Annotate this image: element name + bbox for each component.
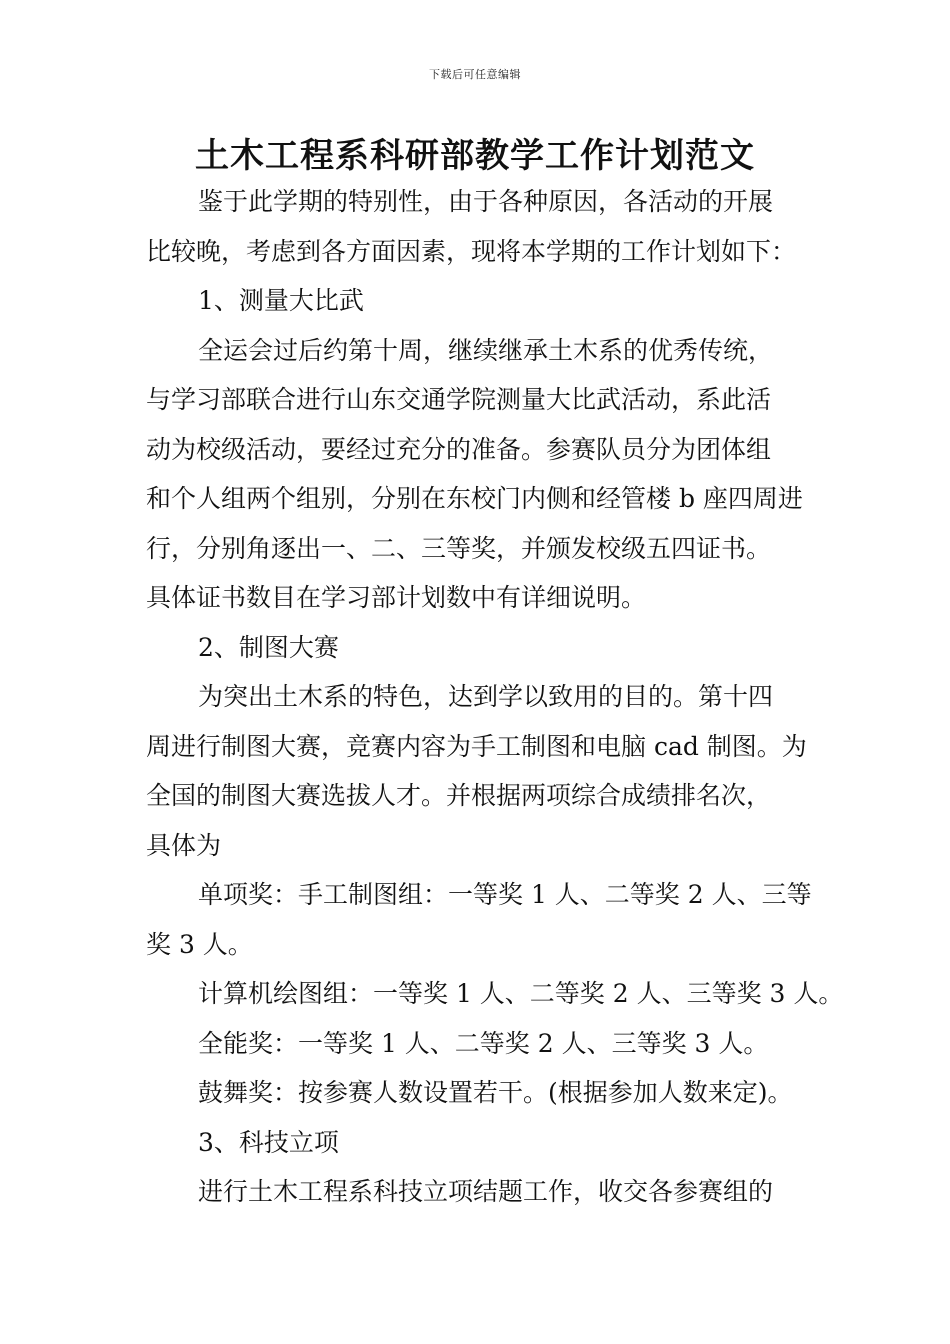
body-line: 全运会过后约第十周，继续继承土木系的优秀传统， [198,335,774,365]
body-line: 进行土木工程系科技立项结题工作，收交各参赛组的 [198,1177,774,1206]
body-line: 全国的制图大赛选拔人才。并根据两项综合成绩排名次， [146,781,772,810]
body-line: 鉴于此学期的特别性，由于各种原因，各活动的开展 [198,187,774,216]
section-heading: 1、测量大比武 [198,286,364,315]
body-line: 鼓舞奖：按参赛人数设置若干。(根据参加人数来定)。 [198,1078,793,1107]
body-line: 与学习部联合进行山东交通学院测量大比武活动，系此活 [146,385,772,414]
body-line: 计算机绘图组：一等奖 1 人、二等奖 2 人、三等奖 3 人。 [198,979,844,1008]
body-line: 全能奖：一等奖 1 人、二等奖 2 人、三等奖 3 人。 [198,1028,769,1058]
header-note: 下载后可任意编辑 [429,68,521,81]
document-title: 土木工程系科研部教学工作计划范文 [195,136,755,176]
body-line: 单项奖：手工制图组：一等奖 1 人、二等奖 2 人、三等 [198,880,812,909]
body-line: 具体为 [146,830,222,860]
section-heading: 2、制图大赛 [198,632,339,662]
body-line: 和个人组两个组别，分别在东校门内侧和经管楼 b 座四周进 [146,484,803,513]
body-line: 为突出土木系的特色，达到学以致用的目的。第十四 [198,682,774,711]
body-line: 动为校级活动，要经过充分的准备。参赛队员分为团体组 [146,434,772,464]
body-line: 周进行制图大赛，竞赛内容为手工制图和电脑 cad 制图。为 [146,731,807,761]
body-line: 比较晚，考虑到各方面因素，现将本学期的工作计划如下： [146,236,797,266]
body-line: 行，分别角逐出一、二、三等奖，并颁发校级五四证书。 [146,533,772,563]
body-line: 具体证书数目在学习部计划数中有详细说明。 [146,583,647,612]
document-body [146,177,844,1217]
section-heading: 3、科技立项 [198,1127,339,1157]
body-line: 奖 3 人。 [146,929,253,959]
